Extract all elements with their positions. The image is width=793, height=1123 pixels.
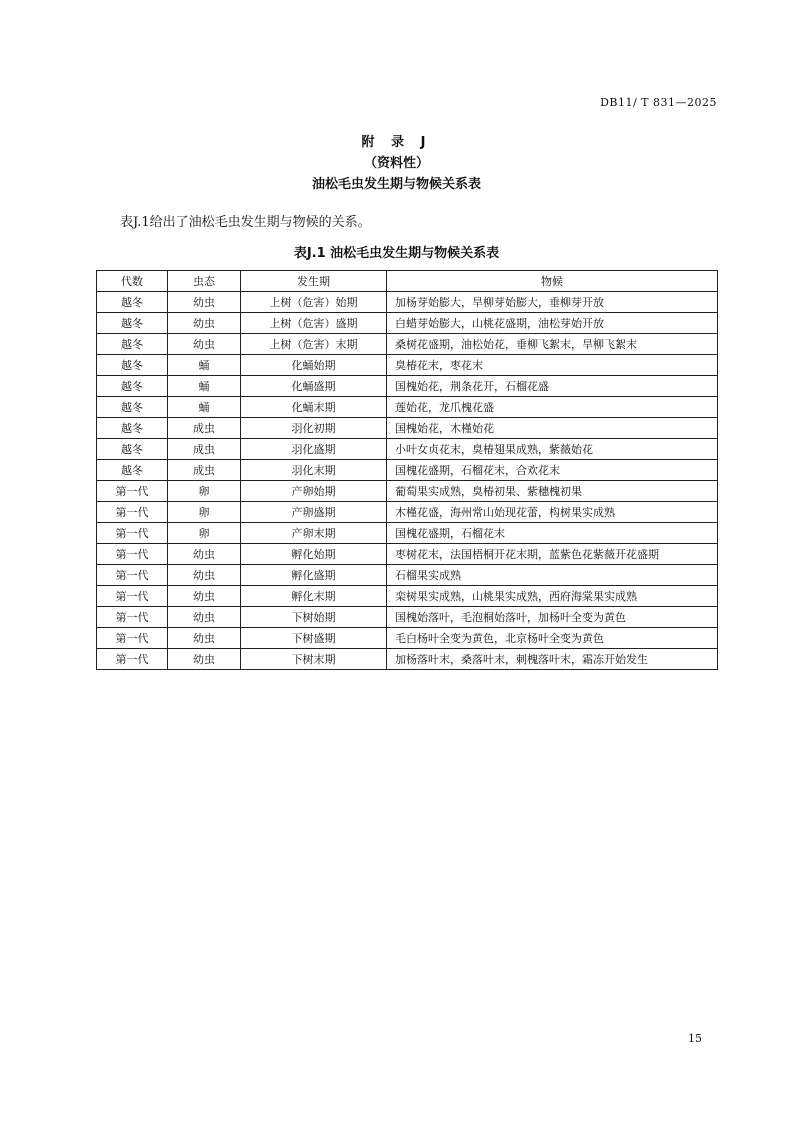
cell-period: 下树末期 [241,649,387,670]
cell-phenology: 桑树花盛期，油松始花，垂柳飞絮末，旱柳飞絮末 [387,334,718,355]
cell-period: 化蛹始期 [241,355,387,376]
cell-period: 上树（危害）末期 [241,334,387,355]
cell-stage: 卵 [168,502,241,523]
cell-phenology: 加杨芽始膨大，旱柳芽始膨大，垂柳芽开放 [387,292,718,313]
appendix-type: （资料性） [363,156,429,171]
cell-phenology: 国槐花盛期，石榴花末，合欢花末 [387,460,718,481]
table-row [97,397,718,418]
cell-generation: 越冬 [97,376,168,397]
cell-period: 下树盛期 [241,628,387,649]
cell-phenology: 白蜡芽始膨大，山桃花盛期，油松芽始开放 [387,313,718,334]
intro-paragraph: 表J.1给出了油松毛虫发生期与物候的关系。 [120,215,371,230]
table-row [97,460,718,481]
cell-period: 上树（危害）盛期 [241,313,387,334]
cell-stage: 幼虫 [168,649,241,670]
header-generation: 代数 [97,271,168,292]
cell-period: 下树始期 [241,607,387,628]
cell-phenology: 国槐始花，荆条花开，石榴花盛 [387,376,718,397]
cell-phenology: 臭椿花末，枣花末 [387,355,718,376]
table-row [97,607,718,628]
cell-period: 羽化盛期 [241,439,387,460]
cell-generation: 第一代 [97,628,168,649]
cell-generation: 越冬 [97,313,168,334]
cell-phenology: 枣树花末，法国梧桐开花末期，蓝紫色花紫薇开花盛期 [387,544,718,565]
table-row [97,313,718,334]
cell-period: 羽化末期 [241,460,387,481]
cell-period: 羽化初期 [241,418,387,439]
cell-stage: 幼虫 [168,565,241,586]
table-row [97,334,718,355]
cell-phenology: 栾树果实成熟，山桃果实成熟，西府海棠果实成熟 [387,586,718,607]
cell-generation: 第一代 [97,481,168,502]
cell-phenology: 葡萄果实成熟，臭椿初果、紫穗槐初果 [387,481,718,502]
table-row [97,376,718,397]
cell-generation: 越冬 [97,397,168,418]
page-number: 15 [688,1032,702,1045]
cell-stage: 成虫 [168,460,241,481]
header-phenology: 物候 [387,271,718,292]
cell-stage: 成虫 [168,439,241,460]
cell-stage: 蛹 [168,397,241,418]
table-row [97,439,718,460]
cell-generation: 越冬 [97,460,168,481]
cell-stage: 幼虫 [168,292,241,313]
appendix-name: 油松毛虫发生期与物候关系表 [311,177,481,192]
table-header-row [97,271,718,292]
table-row [97,523,718,544]
cell-phenology: 国槐花盛期，石榴花末 [387,523,718,544]
cell-period: 孵化盛期 [241,565,387,586]
table-row [97,565,718,586]
cell-phenology: 木槿花盛，海州常山始现花蕾，构树果实成熟 [387,502,718,523]
cell-stage: 蛹 [168,355,241,376]
cell-stage: 蛹 [168,376,241,397]
cell-generation: 越冬 [97,418,168,439]
table-row [97,628,718,649]
cell-generation: 第一代 [97,502,168,523]
cell-phenology: 国槐始花，木槿始花 [387,418,718,439]
cell-period: 孵化末期 [241,586,387,607]
table-row [97,586,718,607]
cell-generation: 第一代 [97,649,168,670]
header-stage: 虫态 [168,271,241,292]
table-row [97,418,718,439]
table-row [97,544,718,565]
cell-period: 上树（危害）始期 [241,292,387,313]
cell-generation: 第一代 [97,565,168,586]
cell-period: 产卵盛期 [241,502,387,523]
cell-period: 产卵始期 [241,481,387,502]
cell-phenology: 毛白杨叶全变为黄色，北京杨叶全变为黄色 [387,628,718,649]
table-row [97,292,718,313]
phenology-table [96,270,718,670]
cell-generation: 越冬 [97,292,168,313]
cell-stage: 幼虫 [168,607,241,628]
cell-stage: 成虫 [168,418,241,439]
cell-phenology: 石榴果实成熟 [387,565,718,586]
cell-stage: 卵 [168,481,241,502]
cell-stage: 幼虫 [168,313,241,334]
cell-period: 化蛹盛期 [241,376,387,397]
cell-generation: 第一代 [97,523,168,544]
cell-phenology: 加杨落叶末，桑落叶末，刺槐落叶末，霜冻开始发生 [387,649,718,670]
table-row [97,355,718,376]
cell-stage: 卵 [168,523,241,544]
table-caption: 表J.1 油松毛虫发生期与物候关系表 [293,246,500,261]
cell-generation: 越冬 [97,439,168,460]
appendix-title: 附 录 J [361,135,432,150]
document-id: DB11/ T 831—2025 [600,96,717,109]
cell-generation: 第一代 [97,544,168,565]
cell-stage: 幼虫 [168,544,241,565]
cell-period: 化蛹末期 [241,397,387,418]
table-row [97,649,718,670]
cell-period: 产卵末期 [241,523,387,544]
cell-generation: 第一代 [97,607,168,628]
cell-generation: 第一代 [97,586,168,607]
cell-phenology: 国槐始落叶，毛泡桐始落叶，加杨叶全变为黄色 [387,607,718,628]
header-period: 发生期 [241,271,387,292]
cell-period: 孵化始期 [241,544,387,565]
cell-phenology: 小叶女贞花末，臭椿翅果成熟，紫薇始花 [387,439,718,460]
cell-stage: 幼虫 [168,628,241,649]
cell-generation: 越冬 [97,334,168,355]
cell-generation: 越冬 [97,355,168,376]
cell-stage: 幼虫 [168,586,241,607]
cell-phenology: 莲始花，龙爪槐花盛 [387,397,718,418]
table-row [97,502,718,523]
cell-stage: 幼虫 [168,334,241,355]
table-row [97,481,718,502]
